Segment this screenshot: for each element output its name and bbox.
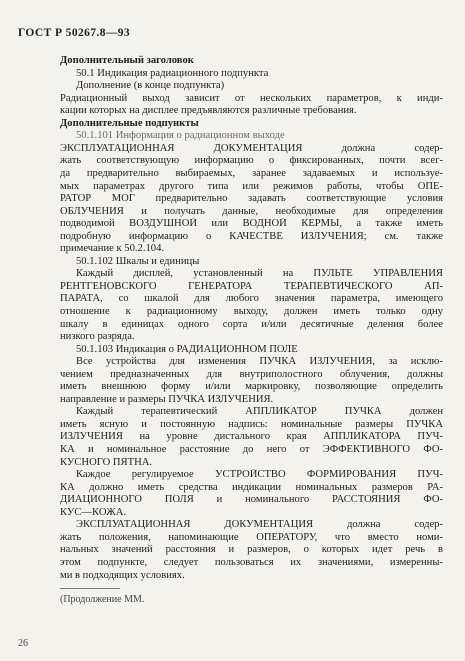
text-line: Каждый дисплей, установленный на ПУЛЬТЕ УПРАВЛЕНИЯ bbox=[76, 268, 443, 280]
text-line: Радиационный выход зависит от нескольких параметров, к инди- bbox=[60, 92, 443, 104]
text-line: жать соответствующую информацию о фиксированных, почти всег- bbox=[60, 155, 443, 167]
page-number: 26 bbox=[18, 638, 28, 649]
clause-50-1-title: 50.1 Индикация радиационного подпункта bbox=[76, 67, 269, 79]
clause-addition-note: Дополнение (в конце подпункта) bbox=[76, 80, 225, 92]
text-line: РЕНТГЕНОВСКОГО ГЕНЕРАТОРА ТЕРАПЕВТИЧЕСКОГО АП- bbox=[60, 280, 443, 292]
text-line: КУС—КОЖА. bbox=[60, 506, 126, 518]
text-line: примечание к 50.2.104. bbox=[60, 243, 165, 255]
text-line: жать положения, напоминающие ОПЕРАТОРУ, что вместо номи- bbox=[60, 531, 443, 543]
text-line: ДИАЦИОННОГО ПОЛЯ и номинального РАССТОЯНИЯ ФО- bbox=[60, 494, 443, 506]
text-line: кации которых на дисплее предъявляются различные требования. bbox=[60, 105, 357, 117]
text-line: этом подпункте, следует пользоваться их значениями, измеренны- bbox=[60, 556, 443, 568]
text-line: КУСНОГО ПЯТНА. bbox=[60, 456, 153, 468]
text-line: КА и номинальное расстояние до него от ЭФФЕКТИВНОГО ФО- bbox=[60, 444, 443, 455]
text-line: ЭКСПЛУАТАЦИОННАЯ ДОКУМЕНТАЦИЯ должна содер- bbox=[60, 142, 443, 154]
text-line: ЭКСПЛУАТАЦИОННАЯ ДОКУМЕНТАЦИЯ должна содер- bbox=[76, 519, 443, 531]
text-line: Все устройства для изменения ПУЧКА ИЗЛУЧЕНИЯ, за исклю- bbox=[76, 356, 443, 368]
text-line: подробную информацию о КАЧЕСТВЕ ИЗЛУЧЕНИЯ; см. также bbox=[60, 230, 443, 242]
footnote-rule bbox=[60, 588, 120, 589]
text-line: РАТОР МОГ предварительно задавать соответствующие условия bbox=[60, 193, 443, 204]
text-line: ОБЛУЧЕНИЯ и получать данные, необходимые для определения bbox=[60, 205, 443, 217]
text-line: подводимой ВОЗДУШНОЙ или ВОДНОЙ КЕРМЫ, а также иметь bbox=[60, 218, 443, 230]
text-line: шкалу в единицах одного сорта и/или десятичные деления более bbox=[60, 318, 443, 330]
text-line: мых параметрах другого типа или режимов работы, чтобы ОПЕ- bbox=[60, 180, 443, 192]
text-line: Каждое регулируемое УСТРОЙСТВО ФОРМИРОВАНИЯ ПУЧ- bbox=[76, 469, 443, 481]
text-line: иметь внешнюю форму и/или маркировку, позволяющие определить bbox=[60, 381, 443, 393]
clause-50-1-102-title: 50.1.102 Шкалы и единицы bbox=[76, 255, 200, 267]
clause-50-1-101-title: 50.1.101 Информация о радиационном выходе bbox=[76, 130, 285, 142]
clause-50-1-103-title: 50.1.103 Индикация о РАДИАЦИОННОМ ПОЛЕ bbox=[76, 343, 298, 355]
text-line: низкого разряда. bbox=[60, 331, 135, 342]
text-line: направление и размеры ПУЧКА ИЗЛУЧЕНИЯ. bbox=[60, 393, 274, 405]
heading-additional-subclauses: Дополнительные подпункты bbox=[60, 117, 199, 129]
text-line: иметь ясную и постоянную надпись: номинальные размеры ПУЧКА bbox=[60, 418, 443, 430]
text-line: КА должно иметь средства индикации номинальных размеров РА- bbox=[60, 481, 443, 493]
text-line: ПАРАТА, со шкалой для любого значения параметра, имеющего bbox=[60, 293, 443, 305]
heading-additional: Дополнительный заголовок bbox=[60, 55, 194, 66]
text-line: чением предназначенных для внутриполостного облучения, должны bbox=[60, 368, 443, 380]
text-line: ми в подходящих условиях. bbox=[60, 569, 185, 581]
text-line: да предварительно выбираемых, заранее задаваемых и используе- bbox=[60, 167, 443, 179]
footnote: (Продолжение ММ. bbox=[60, 594, 145, 605]
standard-code-header: ГОСТ Р 50267.8—93 bbox=[18, 27, 131, 39]
text-line: нальных значений расстояния и размеров, о которых идет речь в bbox=[60, 544, 443, 556]
text-line: Каждый терапевтический АППЛИКАТОР ПУЧКА должен bbox=[76, 406, 443, 418]
text-line: ИЗЛУЧЕНИЯ на уровне дистального края АППЛИКАТОРА ПУЧ- bbox=[60, 431, 443, 443]
text-line: отношение к радиационному выходу, должен иметь только одну bbox=[60, 306, 443, 317]
